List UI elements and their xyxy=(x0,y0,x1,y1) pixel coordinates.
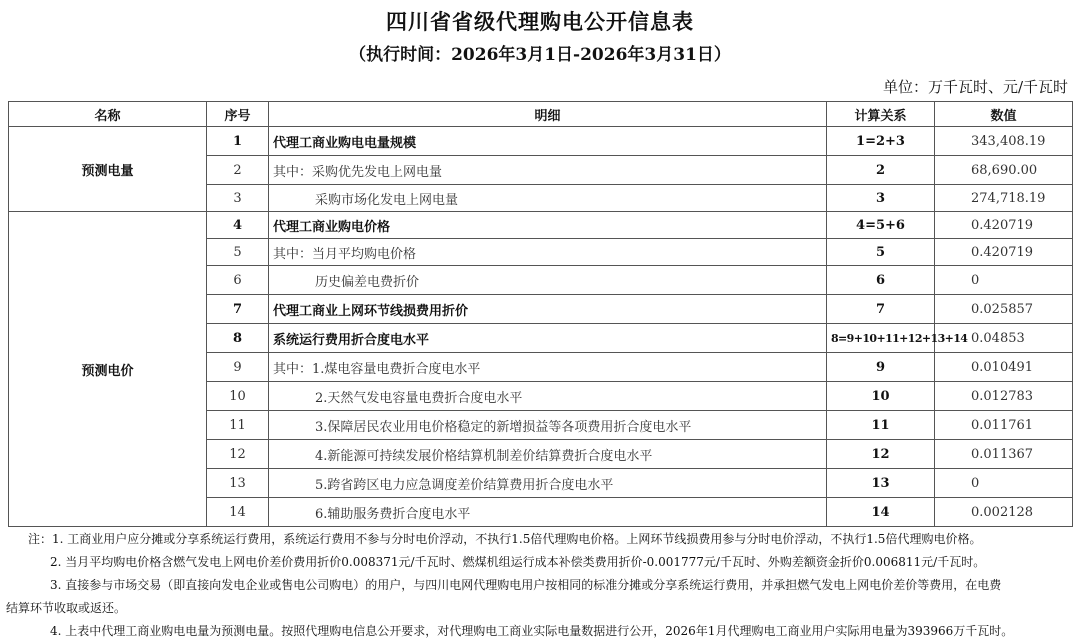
row-calc: 14 xyxy=(827,498,935,527)
unit-label: 单位：万千瓦时、元/千瓦时 xyxy=(882,78,1068,96)
note-3-continued: 结算环节收取或返还。 xyxy=(6,601,127,615)
row-calc: 6 xyxy=(827,266,935,295)
row-seq: 10 xyxy=(207,382,269,411)
row-value: 0 xyxy=(935,266,1073,295)
row-calc: 10 xyxy=(827,382,935,411)
row-detail: 其中：当月平均购电价格 xyxy=(269,239,827,266)
row-value: 0.012783 xyxy=(935,382,1073,411)
row-seq: 4 xyxy=(207,212,269,239)
row-seq: 3 xyxy=(207,185,269,212)
row-value: 0.025857 xyxy=(935,295,1073,324)
row-detail: 代理工商业上网环节线损费用折价 xyxy=(269,295,827,324)
note-4: 4. 上表中代理工商业购电电量为预测电量。按照代理购电信息公开要求，对代理购电工商业实际电量数据进行公开，2026年1月代理购电工商业用户实际用电量为393966万千瓦时。 xyxy=(50,624,1014,638)
row-seq: 8 xyxy=(207,324,269,353)
row-seq: 5 xyxy=(207,239,269,266)
row-calc: 1=2+3 xyxy=(827,127,935,156)
page-subtitle: （执行时间：2026年3月1日-2026年3月31日） xyxy=(349,45,731,65)
row-detail: 3.保障居民农业用电价格稳定的新增损益等各项费用折合度电水平 xyxy=(269,411,827,440)
row-calc: 2 xyxy=(827,156,935,185)
row-calc: 8=9+10+11+12+13+14 xyxy=(827,324,935,353)
row-seq: 11 xyxy=(207,411,269,440)
row-calc: 5 xyxy=(827,239,935,266)
row-value: 68,690.00 xyxy=(935,156,1073,185)
row-calc: 11 xyxy=(827,411,935,440)
row-value: 0.010491 xyxy=(935,353,1073,382)
note-3: 3. 直接参与市场交易（即直接向发电企业或售电公司购电）的用户，与四川电网代理购电用户按相同的标准分摊或分享系统运行费用，并承担燃气发电上网电价差价等费用，在电费 xyxy=(50,578,1002,592)
note-1: 注：1. 工商业用户应分摊或分享系统运行费用，系统运行费用不参与分时电价浮动，不执行1.5倍代理购电价格。上网环节线损费用参与分时电价浮动，不执行1.5倍代理购电价格。 xyxy=(28,532,982,546)
row-seq: 1 xyxy=(207,127,269,156)
row-detail: 历史偏差电费折价 xyxy=(269,266,827,295)
page-title: 四川省省级代理购电公开信息表 xyxy=(386,9,694,34)
header-value: 数值 xyxy=(935,102,1073,127)
row-seq: 9 xyxy=(207,353,269,382)
header-detail: 明细 xyxy=(269,102,827,127)
row-calc: 9 xyxy=(827,353,935,382)
row-value: 343,408.19 xyxy=(935,127,1073,156)
table-row xyxy=(9,212,1073,239)
row-detail: 其中：采购优先发电上网电量 xyxy=(269,156,827,185)
row-calc: 13 xyxy=(827,469,935,498)
row-seq: 12 xyxy=(207,440,269,469)
header-calc: 计算关系 xyxy=(827,102,935,127)
row-calc: 4=5+6 xyxy=(827,212,935,239)
group-forecast-volume: 预测电量 xyxy=(9,127,207,212)
row-detail: 代理工商业购电电量规模 xyxy=(269,127,827,156)
row-detail: 5.跨省跨区电力应急调度差价结算费用折合度电水平 xyxy=(269,469,827,498)
row-detail: 采购市场化发电上网电量 xyxy=(269,185,827,212)
row-detail: 代理工商业购电价格 xyxy=(269,212,827,239)
row-calc: 7 xyxy=(827,295,935,324)
row-seq: 13 xyxy=(207,469,269,498)
table-row xyxy=(9,127,1073,156)
row-detail: 4.新能源可持续发展价格结算机制差价结算费折合度电水平 xyxy=(269,440,827,469)
row-value: 0.420719 xyxy=(935,239,1073,266)
row-seq: 2 xyxy=(207,156,269,185)
row-calc: 12 xyxy=(827,440,935,469)
row-seq: 7 xyxy=(207,295,269,324)
row-value: 0.011367 xyxy=(935,440,1073,469)
table-header-row xyxy=(9,102,1073,127)
row-seq: 14 xyxy=(207,498,269,527)
row-value: 0 xyxy=(935,469,1073,498)
pricing-table xyxy=(8,101,1073,527)
note-2: 2. 当月平均购电价格含燃气发电上网电价差价费用折价0.008371元/千瓦时、燃煤机组运行成本补偿类费用折价-0.001777元/千瓦时、外购差额资金折价0.006811元/千瓦时。 xyxy=(50,555,986,569)
row-value: 0.420719 xyxy=(935,212,1073,239)
row-value: 274,718.19 xyxy=(935,185,1073,212)
row-detail: 系统运行费用折合度电水平 xyxy=(269,324,827,353)
row-calc: 3 xyxy=(827,185,935,212)
row-detail: 6.辅助服务费折合度电水平 xyxy=(269,498,827,527)
row-value: 0.04853 xyxy=(935,324,1073,353)
row-detail: 其中：1.煤电容量电费折合度电水平 xyxy=(269,353,827,382)
header-seq: 序号 xyxy=(207,102,269,127)
row-value: 0.002128 xyxy=(935,498,1073,527)
row-detail: 2.天然气发电容量电费折合度电水平 xyxy=(269,382,827,411)
header-name: 名称 xyxy=(9,102,207,127)
row-value: 0.011761 xyxy=(935,411,1073,440)
notes-section xyxy=(6,528,1073,643)
group-forecast-price: 预测电价 xyxy=(9,212,207,527)
row-seq: 6 xyxy=(207,266,269,295)
